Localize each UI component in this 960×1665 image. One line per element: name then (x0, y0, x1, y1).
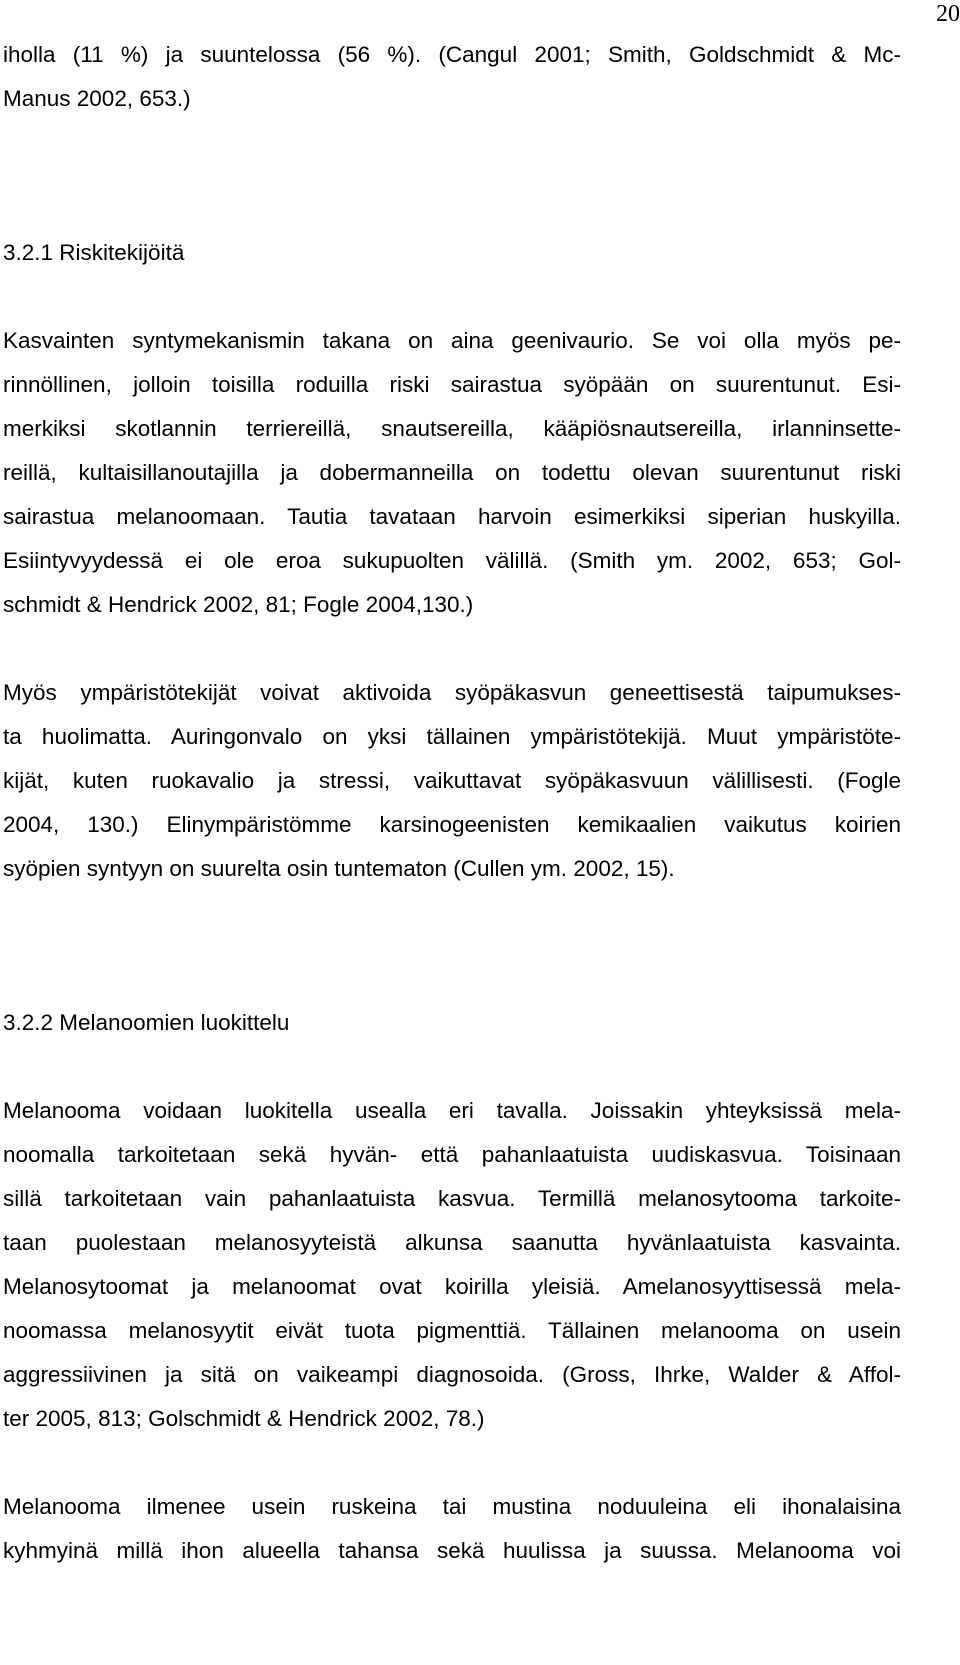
text-line: Myös ympäristötekijät voivat aktivoida syöpäkasvun geneettisestä taipumukses- (3, 680, 901, 705)
text-line: iholla (11 %) ja suuntelossa (56 %). (Cangul 2001; Smith, Goldschmidt & Mc- (3, 42, 901, 67)
text-line: taan puolestaan melanosyyteistä alkunsa saanutta hyvänlaatuista kasvainta. (3, 1230, 901, 1255)
text-line: Esiintyvyydessä ei ole eroa sukupuolten välillä. (Smith ym. 2002, 653; Gol- (3, 548, 901, 573)
text-line: noomalla tarkoitetaan sekä hyvän- että pahanlaatuista uudiskasvua. Toisinaan (3, 1142, 901, 1167)
text-line: ter 2005, 813; Golschmidt & Hendrick 2002, 78.) (3, 1406, 485, 1431)
text-line: 2004, 130.) Elinympäristömme karsinogeenisten kemikaalien vaikutus koirien (3, 812, 901, 837)
page-number: 20 (936, 1, 960, 27)
text-line: Melanosytoomat ja melanoomat ovat koirilla yleisiä. Amelanosyyttisessä mela- (3, 1274, 901, 1299)
text-line: reillä, kultaisillanoutajilla ja dobermanneilla on todettu olevan suurentunut riski (3, 460, 901, 485)
text-line: Kasvainten syntymekanismin takana on aina geenivaurio. Se voi olla myös pe- (3, 328, 901, 353)
text-line: kijät, kuten ruokavalio ja stressi, vaikuttavat syöpäkasvuun välillisesti. (Fogle (3, 768, 901, 793)
text-line: Manus 2002, 653.) (3, 86, 191, 111)
text-line: syöpien syntyyn on suurelta osin tuntematon (Cullen ym. 2002, 15). (3, 856, 675, 881)
text-line: Melanooma ilmenee usein ruskeina tai mustina noduuleina eli ihonalaisina (3, 1494, 901, 1519)
text-line: ta huolimatta. Auringonvalo on yksi tällainen ympäristötekijä. Muut ympäristöte- (3, 724, 901, 749)
text-line: noomassa melanosyytit eivät tuota pigmenttiä. Tällainen melanooma on usein (3, 1318, 901, 1343)
text-line: rinnöllinen, jolloin toisilla roduilla riski sairastua syöpään on suurentunut. Esi- (3, 372, 901, 397)
text-line: sairastua melanoomaan. Tautia tavataan harvoin esimerkiksi siperian huskyilla. (3, 504, 901, 529)
text-line: sillä tarkoitetaan vain pahanlaatuista kasvua. Termillä melanosytooma tarkoite- (3, 1186, 901, 1211)
section-heading: 3.2.1 Riskitekijöitä (3, 240, 185, 265)
text-line: schmidt & Hendrick 2002, 81; Fogle 2004,130.) (3, 592, 474, 617)
text-line: kyhmyinä millä ihon alueella tahansa sekä huulissa ja suussa. Melanooma voi (3, 1538, 901, 1563)
section-heading: 3.2.2 Melanoomien luokittelu (3, 1010, 290, 1035)
text-line: Melanooma voidaan luokitella usealla eri tavalla. Joissakin yhteyksissä mela- (3, 1098, 901, 1123)
text-line: merkiksi skotlannin terriereillä, snautsereilla, kääpiösnautsereilla, irlanninsette- (3, 416, 901, 441)
text-line: aggressiivinen ja sitä on vaikeampi diagnosoida. (Gross, Ihrke, Walder & Affol- (3, 1362, 901, 1387)
